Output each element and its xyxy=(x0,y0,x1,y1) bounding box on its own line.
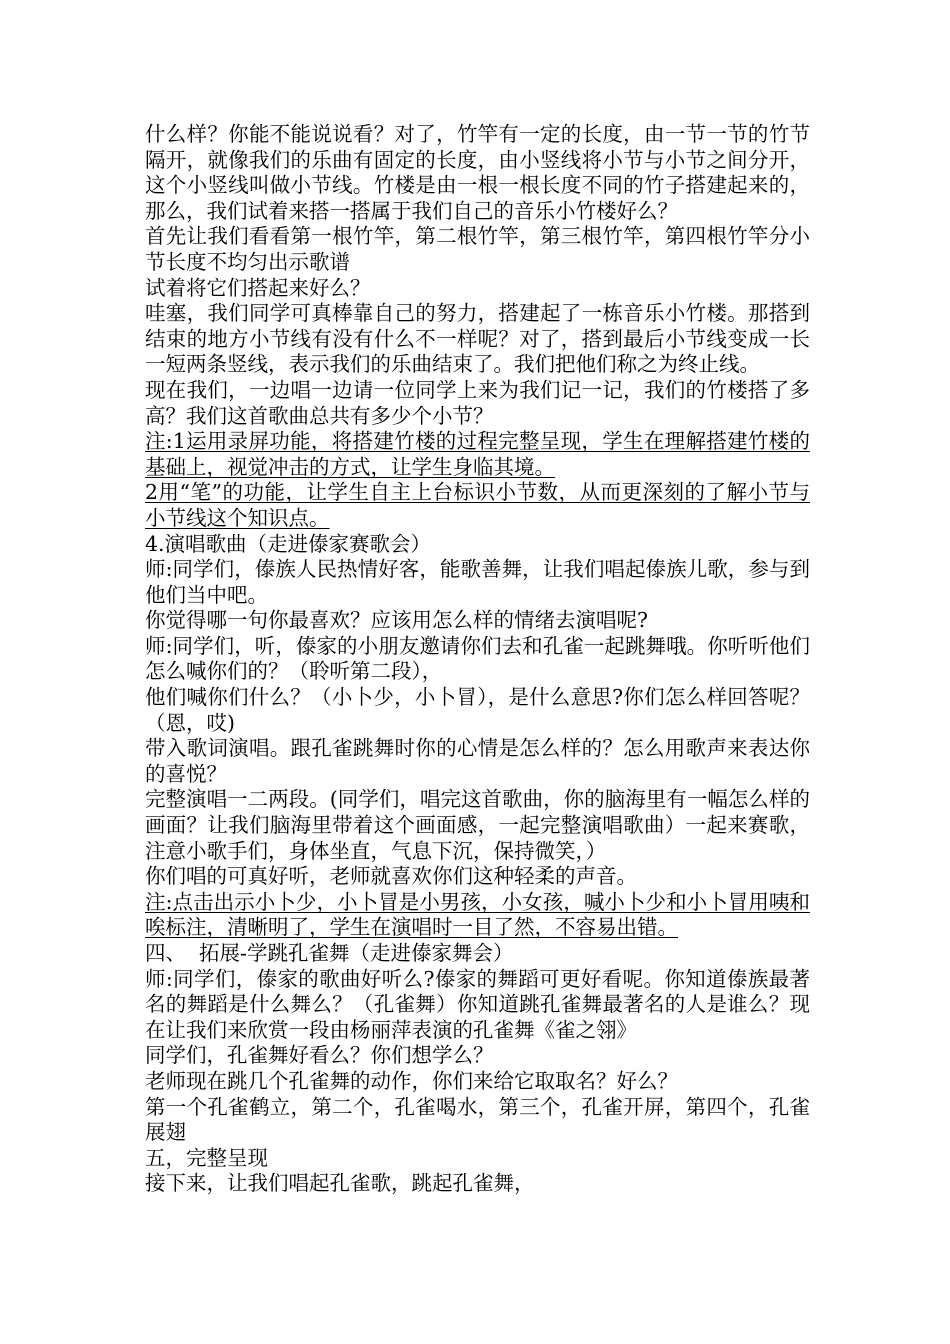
paragraph-17: 师:同学们，傣家的歌曲好听么?傣家的舞蹈可更好看呢。你知道傣族最著名的舞蹈是什么舞么？（孔雀舞）你知道跳孔雀舞最著名的人是谁么？现在让我们来欣赏一段由杨丽萍表演的孔雀舞《雀之翎》 xyxy=(145,966,810,1042)
note-paragraph-1: 注:1运用录屏功能，将搭建竹楼的过程完整呈现，学生在理解搭建竹楼的基础上，视觉冲击的方式，让学生身临其境。 xyxy=(145,429,810,479)
paragraph-1: 什么样？你能不能说说看？对了，竹竿有一定的长度，由一节一节的竹节隔开，就像我们的乐曲有固定的长度，由小竖线将小节与小节之间分开，这个小竖线叫做小节线。竹楼是由一根一根长度不同的竹子搭建起来的，那么，我们试着来搭一搭属于我们自己的音乐小竹楼好么？ xyxy=(145,122,810,223)
paragraph-22: 接下来，让我们唱起孔雀歌，跳起孔雀舞， xyxy=(145,1171,535,1196)
paragraph-18: 同学们，孔雀舞好看么？你们想学么？ xyxy=(145,1043,494,1068)
paragraph-11: 他们喊你们什么？（小卜少，小卜冒），是什么意思?你们怎么样回答呢？（恩，哎) xyxy=(145,685,810,735)
paragraph-8: 师:同学们，傣族人民热情好客，能歌善舞，让我们唱起傣族儿歌，参与到他们当中吧。 xyxy=(145,557,810,607)
paragraph-13: 完整演唱一二两段。(同学们，唱完这首歌曲，你的脑海里有一幅怎么样的画面？让我们脑海里带着这个画面感，一起完整演唱歌曲）一起来赛歌，注意小歌手们，身体坐直，气息下沉，保持微笑，） xyxy=(145,787,810,863)
paragraph-4: 哇塞，我们同学可真棒靠自己的努力，搭建起了一栋音乐小竹楼。那搭到结束的地方小节线有没有什么不一样呢？对了，搭到最后小节线变成一长一短两条竖线，表示我们的乐曲结束了。我们把他们称之为终止线。 xyxy=(145,301,810,377)
note-paragraph-2: 2用“笔”的功能，让学生自主上台标识小节数，从而更深刻的了解小节与小节线这个知识点。 xyxy=(145,480,810,530)
paragraph-2: 首先让我们看看第一根竹竿，第二根竹竿，第三根竹竿，第四根竹竿分小节长度不均匀出示歌谱 xyxy=(145,224,810,274)
document-body xyxy=(145,122,810,1197)
paragraph-14: 你们唱的可真好听，老师就喜欢你们这种轻柔的声音。 xyxy=(145,864,637,889)
paragraph-19: 老师现在跳几个孔雀舞的动作，你们来给它取取名？好么？ xyxy=(145,1068,678,1093)
section-heading-sing: 4.演唱歌曲（走进傣家赛歌会） xyxy=(145,531,432,556)
section-heading-dance: 四、 拓展-学跳孔雀舞（走进傣家舞会） xyxy=(145,941,514,965)
paragraph-5: 现在我们，一边唱一边请一位同学上来为我们记一记，我们的竹楼搭了多高？我们这首歌曲总共有多少个小节？ xyxy=(145,377,810,428)
note-paragraph-3: 注:点击出示小卜少，小卜冒是小男孩，小女孩，喊小卜少和小卜冒用咦和唉标注，清晰明了，学生在演唱时一目了然，不容易出错。 xyxy=(145,889,810,940)
paragraph-9: 你觉得哪一句你最喜欢？应该用怎么样的情绪去演唱呢? xyxy=(145,608,648,633)
paragraph-12: 带入歌词演唱。跟孔雀跳舞时你的心情是怎么样的？怎么用歌声来表达你的喜悦？ xyxy=(145,736,810,786)
paragraph-20: 第一个孔雀鹤立，第二个，孔雀喝水，第三个，孔雀开屏，第四个，孔雀展翅 xyxy=(145,1094,810,1145)
paragraph-10: 师:同学们，听，傣家的小朋友邀请你们去和孔雀一起跳舞哦。你听听他们怎么喊你们的？（聆听第二段）， xyxy=(145,633,810,684)
paragraph-3: 试着将它们搭起来好么？ xyxy=(145,275,371,300)
section-heading-present: 五，完整呈现 xyxy=(145,1145,268,1170)
